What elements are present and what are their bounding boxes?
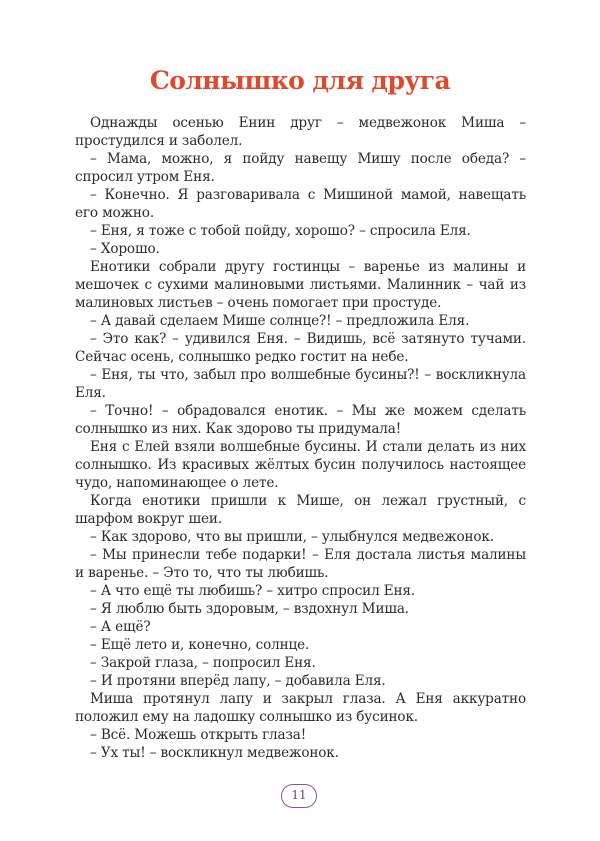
page-number-badge: 11 [281, 784, 317, 808]
paragraph: – Я люблю быть здоровым, – вздохнул Миша. [90, 601, 409, 617]
paragraph: – Ещё лето и, конечно, солнце. [90, 637, 310, 653]
paragraph: – Это как? – удивился Еня. – Видишь, всё затянуто тучами. Сейчас осень, солнышко редко гостит на небе. [75, 331, 526, 365]
paragraph: – Мы принесли тебе подарки! – Еля достала листья малины и варенье. – Это то, что ты любишь. [75, 547, 526, 581]
paragraph: – А давай сделаем Мише солнце?! – предложила Еля. [90, 313, 470, 329]
paragraph: – И протяни вперёд лапу, – добавила Еля. [90, 673, 386, 689]
paragraph: – Хорошо. [90, 241, 160, 257]
story-title: Солнышко для друга [149, 66, 451, 95]
paragraph: – Всё. Можешь открыть глаза! [90, 727, 307, 743]
story-text [75, 114, 526, 762]
paragraph: – Точно! – обрадовался енотик. – Мы же можем сделать солнышко из них. Как здорово ты придумала! [75, 403, 526, 437]
paragraph: – А ещё? [90, 619, 151, 635]
paragraph: Миша протянул лапу и закрыл глаза. А Еня аккуратно положил ему на ладошку солнышко из бусинок. [75, 691, 526, 725]
paragraph: – Конечно. Я разговаривала с Мишиной мамой, навещать его можно. [75, 187, 526, 221]
paragraph: Когда енотики пришли к Мише, он лежал грустный, с шарфом вокруг шеи. [75, 493, 526, 527]
paragraph: – Мама, можно, я пойду навещу Мишу после обеда? – спросил утром Еня. [75, 151, 526, 185]
paragraph: – Еня, я тоже с тобой пойду, хорошо? – спросила Еля. [90, 223, 471, 239]
paragraph: – Еня, ты что, забыл про волшебные бусины?! – воскликнула Еля. [75, 367, 526, 401]
paragraph: – А что ещё ты любишь? – хитро спросил Еня. [90, 583, 416, 599]
paragraph: – Как здорово, что вы пришли, – улыбнулся медвежонок. [90, 529, 494, 545]
paragraph: – Ух ты! – воскликнул медвежонок. [90, 745, 339, 761]
paragraph: Енотики собрали другу гостинцы – варенье из малины и мешочек с сухими малиновыми листьями. Малинник – чай из малиновых листьев – очень помогает при простуде. [75, 259, 526, 311]
paragraph: Еня с Елей взяли волшебные бусины. И стали делать из них солнышко. Из красивых жёлтых бусин получилось настоящее чудо, напоминающее о лете. [75, 439, 526, 491]
paragraph: Однажды осенью Енин друг – медвежонок Миша – простудился и заболел. [75, 115, 526, 149]
paragraph: – Закрой глаза, – попросил Еня. [90, 655, 316, 671]
